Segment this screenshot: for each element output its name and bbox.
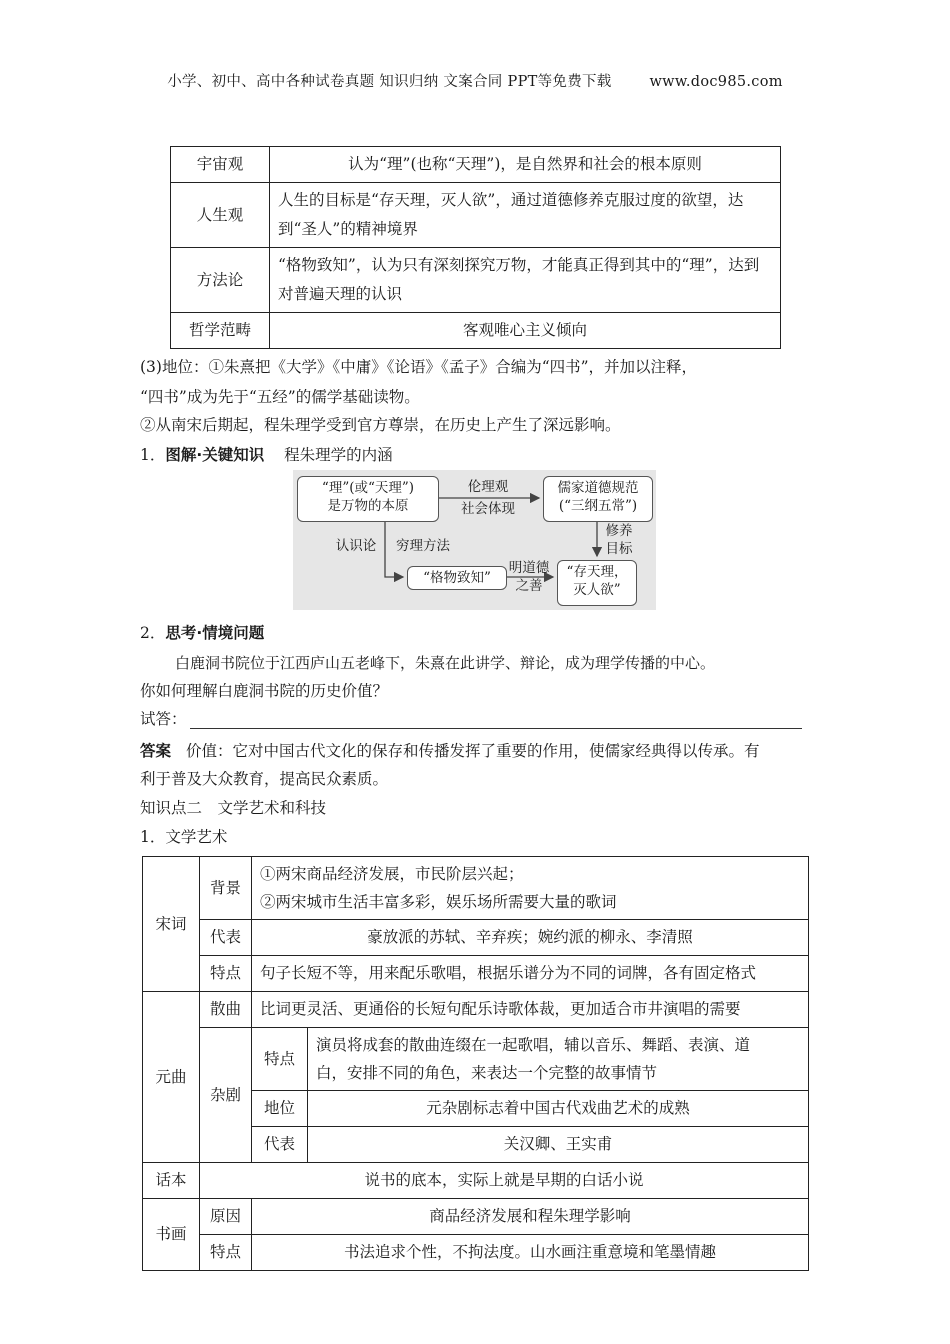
zaju-status: 元杂剧标志着中国古代戏曲艺术的成熟 xyxy=(308,1091,809,1127)
section-1-num: 1． xyxy=(140,446,166,464)
header-site: www.doc985.com xyxy=(649,74,783,90)
shuhua-cause-label: 原因 xyxy=(200,1199,252,1235)
header-text: 小学、初中、高中各种试卷真题 知识归纳 文案合同 PPT等免费下载 xyxy=(167,74,612,90)
status-line-1: (3)地位：①朱熹把《大学》《中庸》《论语》《孟子》合编为“四书”，并加以注释， xyxy=(140,358,698,376)
zaju-feat-2: 白，安排不同的角色，来表达一个完整的故事情节 xyxy=(316,1064,658,1082)
huaben-content: 说书的底本，实际上就是早期的白话小说 xyxy=(200,1163,809,1199)
huaben-label: 话本 xyxy=(143,1163,200,1199)
table-row xyxy=(143,1163,809,1199)
shuhua-cause: 商品经济发展和程朱理学影响 xyxy=(252,1199,809,1235)
section-1-subtitle: 程朱理学的内涵 xyxy=(284,446,393,464)
answer-line-2: 利于普及大众教育，提高民众素质。 xyxy=(140,770,389,788)
table-row xyxy=(171,183,781,248)
box-gewu: “格物致知” xyxy=(407,566,507,590)
table-row xyxy=(171,313,781,349)
status-line-2: “四书”成为先于“五经”的儒学基础读物。 xyxy=(140,388,420,406)
table-row xyxy=(143,857,809,920)
zaju-rep-label: 代表 xyxy=(252,1127,308,1163)
table-row xyxy=(143,992,809,1028)
songci-rep-label: 代表 xyxy=(200,920,252,956)
answer-line-1 xyxy=(140,738,759,764)
songci-bg-label: 背景 xyxy=(200,857,252,920)
box-li: “理”(或“天理”) 是万物的本原 xyxy=(297,476,439,522)
literature-table xyxy=(142,856,809,1271)
songci-bg-2: ②两宋城市生活丰富多彩，娱乐场所需要大量的歌词 xyxy=(260,893,617,911)
sanqu-label: 散曲 xyxy=(200,992,252,1028)
scenario-text: 白鹿洞书院位于江西庐山五老峰下，朱熹在此讲学、辩论，成为理学传播的中心。 xyxy=(175,654,716,672)
answer-label: 答案 xyxy=(140,742,172,760)
table-row xyxy=(143,1235,809,1271)
row-label: 人生观 xyxy=(171,183,270,248)
zaju-status-label: 地位 xyxy=(252,1091,308,1127)
status-line-3: ②从南宋后期起，程朱理学受到官方尊崇，在历史上产生了深远影响。 xyxy=(140,416,621,434)
row-label: 宇宙观 xyxy=(171,147,270,183)
label-xiuyang: 修养 目标 xyxy=(605,523,633,557)
label-method: 穷理方法 xyxy=(396,538,450,554)
table-row xyxy=(171,147,781,183)
songci-bg xyxy=(252,857,809,920)
label-ethics: 伦理观 xyxy=(467,479,509,495)
zaju-feat-1: 演员将成套的散曲连缀在一起歌唱，辅以音乐、舞蹈、表演、道 xyxy=(316,1036,751,1054)
row-content: 人生的目标是“存天理，灭人欲”，通过道德修养克服过度的欲望，达到“圣人”的精神境界 xyxy=(270,183,781,248)
row-content: 客观唯心主义倾向 xyxy=(270,313,781,349)
table-row xyxy=(143,920,809,956)
answer-text-1: 价值：它对中国古代文化的保存和传播发挥了重要的作用，使儒家经典得以传承。有 xyxy=(185,742,760,760)
box-cuntianli: “存天理， 灭人欲” xyxy=(557,560,637,606)
label-mingdao: 明道德 之善 xyxy=(508,560,550,594)
answer-input-line[interactable] xyxy=(190,728,802,729)
knowledge-point-title: 知识点二 文学艺术和科技 xyxy=(140,799,327,817)
literature-heading: 1．文学艺术 xyxy=(140,828,228,846)
label-social: 社会体现 xyxy=(461,501,515,517)
shuhua-feat-label: 特点 xyxy=(200,1235,252,1271)
songci-label: 宋词 xyxy=(143,857,200,992)
row-content: “格物致知”，认为只有深刻探究万物，才能真正得到其中的“理”，达到对普遍天理的认识 xyxy=(270,248,781,313)
songci-bg-1: ①两宋商品经济发展，市民阶层兴起； xyxy=(260,865,524,883)
philosophy-table xyxy=(170,146,781,349)
zaju-rep: 关汉卿、王实甫 xyxy=(308,1127,809,1163)
table-row xyxy=(143,1199,809,1235)
songci-feat-label: 特点 xyxy=(200,956,252,992)
shuhua-feat: 书法追求个性，不拘法度。山水画注重意境和笔墨情趣 xyxy=(252,1235,809,1271)
row-label: 方法论 xyxy=(171,248,270,313)
table-row xyxy=(143,956,809,992)
answer-prompt xyxy=(140,706,187,732)
page-header xyxy=(0,70,950,91)
label-epistem: 认识论 xyxy=(335,538,377,554)
songci-rep: 豪放派的苏轼、辛弃疾；婉约派的柳永、李清照 xyxy=(252,920,809,956)
sanqu-content: 比词更灵活、更通俗的长短句配乐诗歌体裁，更加适合市井演唱的需要 xyxy=(252,992,809,1028)
section-1-title: 图解·关键知识 xyxy=(165,446,265,464)
answer-prompt-label: 试答： xyxy=(140,710,187,728)
section-2-heading xyxy=(140,620,264,646)
box-confucian-norms: 儒家道德规范 (“三纲五常”) xyxy=(543,476,653,522)
zaju-feat xyxy=(308,1028,809,1091)
shuhua-label: 书画 xyxy=(143,1199,200,1271)
section-2-title: 思考·情境问题 xyxy=(165,624,265,642)
section-2-num: 2． xyxy=(140,624,166,642)
table-row xyxy=(171,248,781,313)
table-row xyxy=(143,1028,809,1091)
scenario-question: 你如何理解白鹿洞书院的历史价值？ xyxy=(140,682,389,700)
yuanqu-label: 元曲 xyxy=(143,992,200,1163)
zaju-label: 杂剧 xyxy=(200,1028,252,1163)
section-1-heading xyxy=(140,442,393,468)
row-content: 认为“理”(也称“天理”)，是自然界和社会的根本原则 xyxy=(270,147,781,183)
zaju-feat-label: 特点 xyxy=(252,1028,308,1091)
songci-feat: 句子长短不等，用来配乐歌唱，根据乐谱分为不同的词牌，各有固定格式 xyxy=(252,956,809,992)
concept-diagram xyxy=(293,470,656,610)
row-label: 哲学范畴 xyxy=(171,313,270,349)
